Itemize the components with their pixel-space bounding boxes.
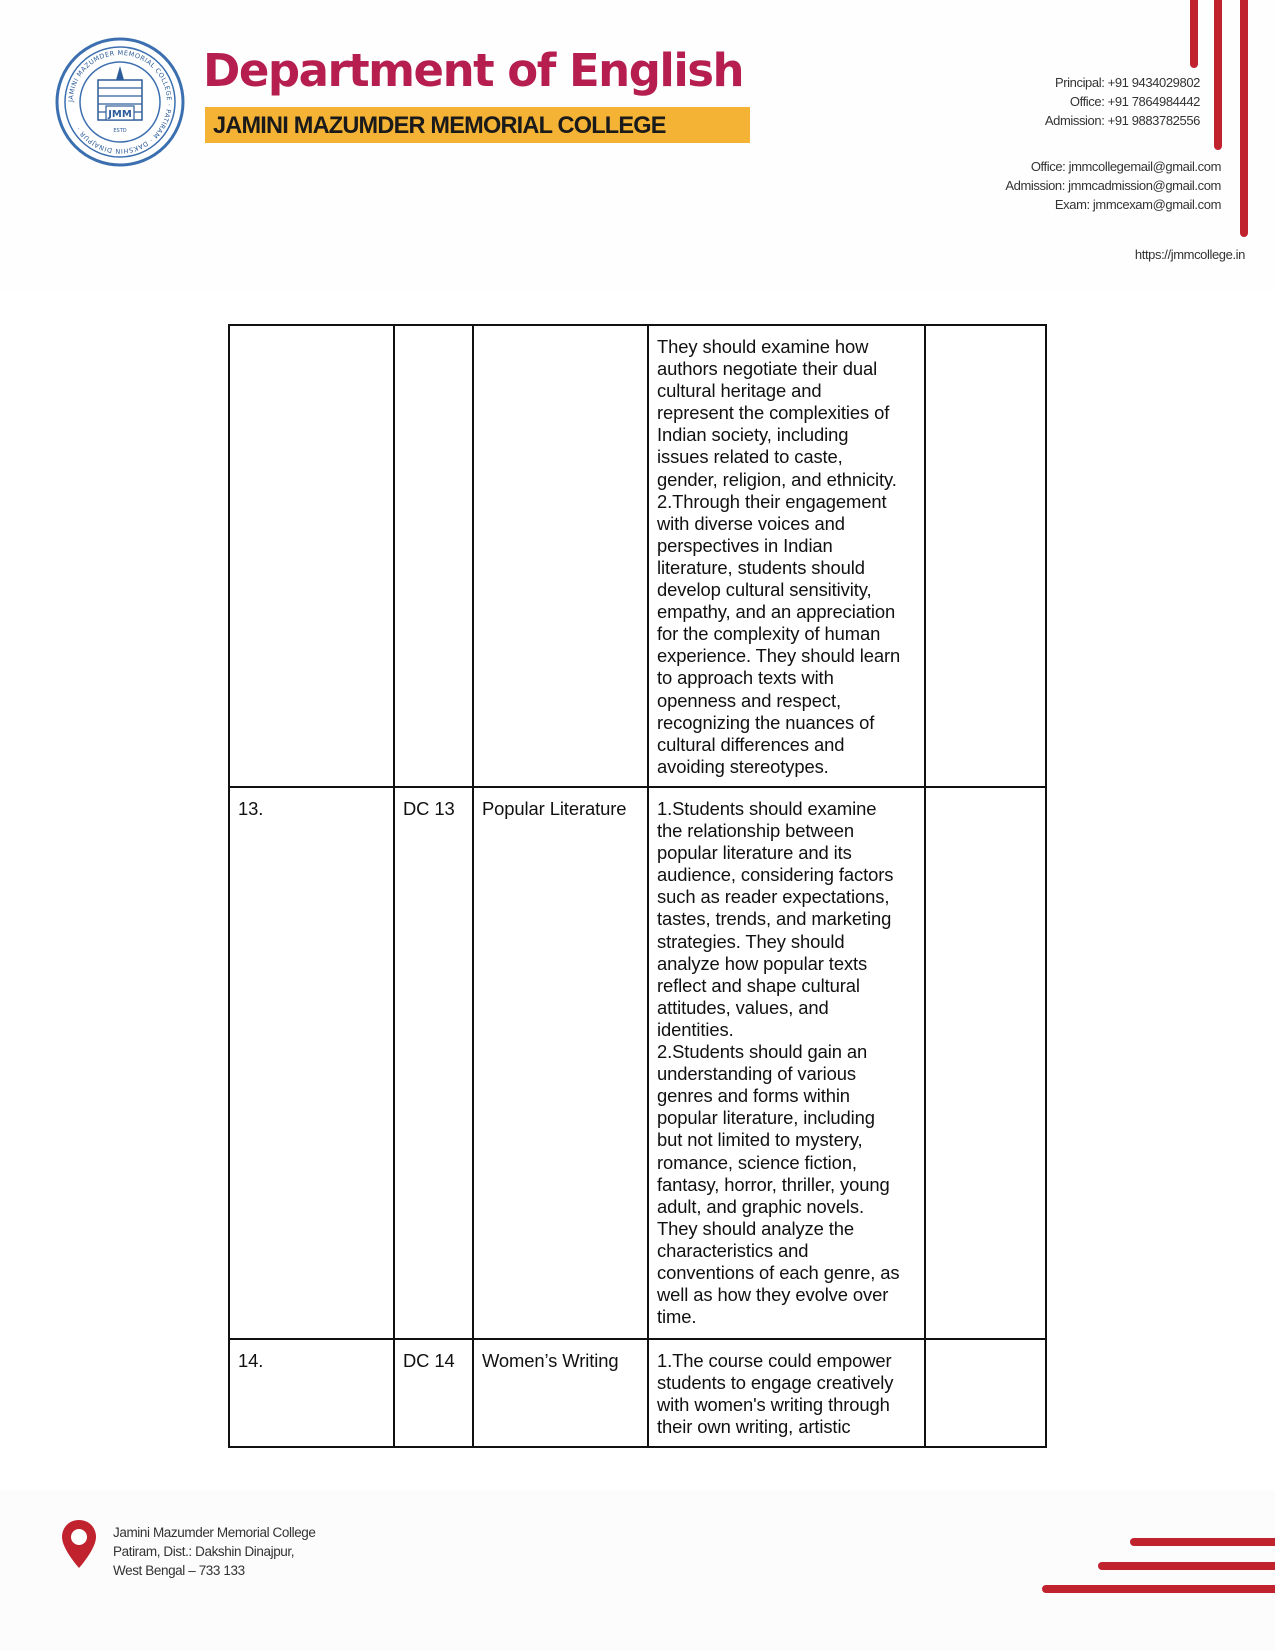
svg-text:JMM: JMM bbox=[108, 109, 132, 120]
decorative-red-bar bbox=[1190, 0, 1198, 68]
decorative-red-bar bbox=[1042, 1585, 1275, 1593]
course-outcomes-table bbox=[228, 324, 1047, 1448]
decorative-red-bar bbox=[1130, 1538, 1275, 1546]
college-name: JAMINI MAZUMDER MEMORIAL COLLEGE bbox=[213, 112, 666, 139]
office-phone: Office: +91 7864984442 bbox=[1069, 94, 1200, 109]
decorative-red-bar bbox=[1240, 0, 1248, 237]
course-outcome-cell: 1.The course could empower students to engage creatively with women's writing through their own writing, artistic bbox=[648, 1339, 925, 1447]
course-code-cell: DC 14 bbox=[394, 1339, 473, 1447]
course-name-cell bbox=[473, 325, 648, 787]
website-link[interactable]: https://jmmcollege.in bbox=[1134, 247, 1245, 262]
course-code-cell bbox=[394, 325, 473, 787]
college-name-band bbox=[205, 107, 750, 143]
course-name-cell: Popular Literature bbox=[473, 787, 648, 1339]
serial-cell: 13. bbox=[229, 787, 394, 1339]
address-line: Jamini Mazumder Memorial College bbox=[113, 1525, 316, 1540]
table-row bbox=[229, 1339, 1046, 1447]
course-outcome-cell: They should examine how authors negotiate their dual cultural heritage and represent the complexities of Indian society, including issues related to caste, gender, religion, and ethnicity. 2.Through their engagement with diverse voices and perspectives in Indian literature, students should develop cultural sensitivity, empathy, and an appreciation for the complexity of human experience. They should learn to approach texts with openness and respect, recognizing the nuances of cultural differences and avoiding stereotypes. bbox=[648, 325, 925, 787]
svg-text:ESTD: ESTD bbox=[113, 128, 127, 134]
phone-contacts bbox=[1045, 73, 1200, 130]
course-code-cell: DC 13 bbox=[394, 787, 473, 1339]
department-title: Department of English bbox=[203, 44, 744, 97]
remarks-cell bbox=[925, 325, 1046, 787]
college-address bbox=[113, 1523, 316, 1580]
remarks-cell bbox=[925, 787, 1046, 1339]
principal-phone: Principal: +91 9434029802 bbox=[1054, 75, 1200, 90]
college-seal-logo bbox=[54, 36, 186, 168]
letterhead bbox=[0, 0, 1275, 292]
remarks-cell bbox=[925, 1339, 1046, 1447]
office-email: Office: jmmcollegemail@gmail.com bbox=[1030, 159, 1221, 174]
admission-email: Admission: jmmcadmission@gmail.com bbox=[1005, 178, 1221, 193]
exam-email: Exam: jmmcexam@gmail.com bbox=[1054, 197, 1221, 212]
table-row bbox=[229, 325, 1046, 787]
address-line: Patiram, Dist.: Dakshin Dinajpur, bbox=[113, 1544, 295, 1559]
table-row bbox=[229, 787, 1046, 1339]
course-name-cell: Women’s Writing bbox=[473, 1339, 648, 1447]
course-outcome-cell: 1.Students should examine the relationship between popular literature and its audience, considering factors such as reader expectations, tastes, trends, and marketing strategies. They should analyze how popular texts reflect and shape cultural attitudes, values, and identities. 2.Students should gain an understanding of various genres and forms within popular literature, including but not limited to mystery, romance, science fiction, fantasy, horror, thriller, young adult, and graphic novels. They should analyze the characteristics and conventions of each genre, as well as how they evolve over time. bbox=[648, 787, 925, 1339]
letterhead-footer bbox=[0, 1490, 1275, 1650]
serial-cell bbox=[229, 325, 394, 787]
admission-phone: Admission: +91 9883782556 bbox=[1044, 113, 1200, 128]
decorative-red-bar bbox=[1214, 0, 1222, 150]
address-line: West Bengal – 733 133 bbox=[113, 1563, 245, 1578]
svg-text:JAMINI MAZUMDER MEMORIAL COLLE: JAMINI MAZUMDER MEMORIAL COLLEGE · PATIRAM · DAKSHIN DINAJPUR · bbox=[66, 48, 174, 156]
serial-cell: 14. bbox=[229, 1339, 394, 1447]
email-contacts bbox=[1005, 157, 1221, 214]
decorative-red-bar bbox=[1098, 1562, 1275, 1570]
location-pin-icon bbox=[60, 1518, 98, 1570]
